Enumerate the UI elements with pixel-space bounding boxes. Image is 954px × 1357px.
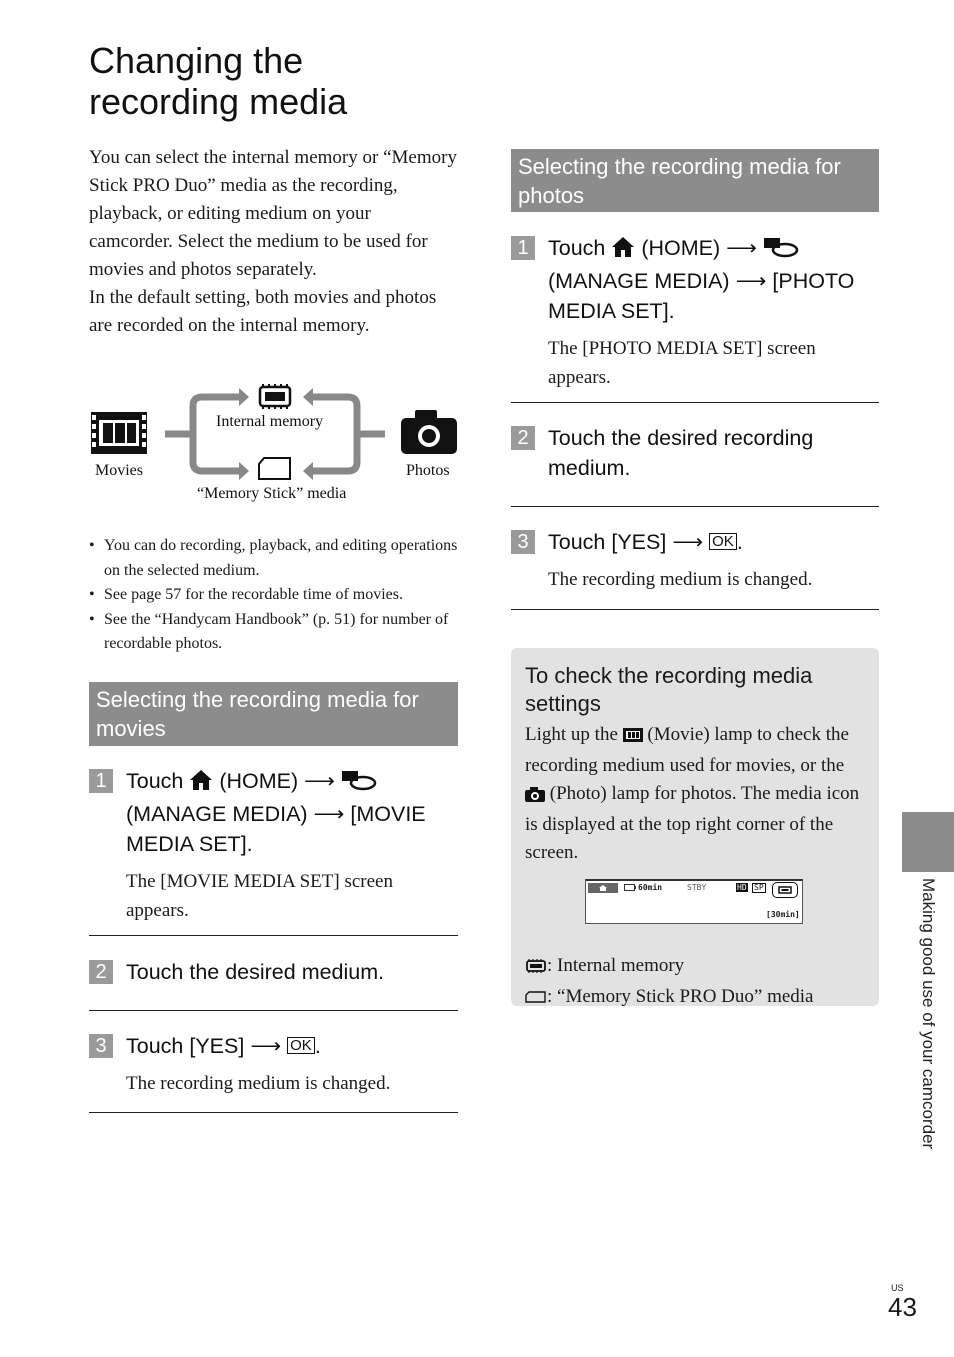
movies-step-2 (89, 957, 458, 987)
step-instruction: Touch the desired recording medium. (548, 426, 814, 480)
ok-button-glyph: OK (287, 1037, 315, 1054)
step-number: 2 (89, 960, 113, 984)
list-item-text: See page 57 for the recordable time of movies. (104, 586, 403, 603)
page-title-line-2: recording media (89, 81, 348, 122)
touch-text: Touch (126, 769, 184, 793)
divider (511, 506, 879, 507)
check-settings-text (525, 721, 865, 867)
intro-paragraph: In the default setting, both movies and photos are recorded on the internal memory. (89, 287, 437, 336)
standby-status: STBY (687, 883, 707, 892)
arrow-right-icon: ⟶ (726, 236, 757, 260)
legend-text: : “Memory Stick PRO Duo” media (547, 986, 814, 1007)
arrow-right-icon: ⟶ (735, 269, 767, 293)
memory-stick-icon (525, 986, 547, 1014)
home-label: (HOME) (219, 769, 299, 793)
step-note: The [MOVIE MEDIA SET] screen appears. (126, 871, 393, 921)
remaining-time: [30min] (766, 910, 800, 919)
legend-internal-memory (525, 952, 865, 983)
film-icon (91, 412, 147, 454)
step-note: The recording medium is changed. (126, 1073, 391, 1094)
divider (89, 1112, 458, 1113)
arrow-head (239, 388, 249, 406)
battery-icon (624, 884, 636, 893)
photos-label: Photos (406, 462, 450, 479)
arrow-right-icon: ⟶ (672, 530, 704, 554)
legend-memory-stick (525, 983, 865, 1014)
media-diagram (89, 382, 461, 507)
photos-step-2 (511, 423, 879, 483)
step-number: 2 (511, 426, 535, 450)
legend-text: : Internal memory (547, 955, 685, 976)
manage-media-label: (MANAGE MEDIA) (126, 802, 308, 826)
internal-memory-label: Internal memory (216, 413, 324, 430)
check-settings-title: To check the recording media settings (525, 663, 813, 716)
photos-step-3 (511, 527, 879, 594)
list-item-text: You can do recording, playback, and editing operations on the selected medium. (104, 537, 458, 579)
step-number: 3 (511, 530, 535, 554)
camera-icon (525, 783, 545, 811)
divider (511, 402, 879, 403)
camera-icon (401, 410, 457, 454)
intro-paragraph: You can select the internal memory or “Memory Stick PRO Duo” media as the recording, playback, or editing medium on your camcorder. Select the medium to be used for movies and photos separately. (89, 147, 457, 280)
target-label: [MOVIE MEDIA SET]. (126, 802, 426, 856)
check-settings-box (511, 648, 879, 1006)
step-note: The recording medium is changed. (548, 569, 813, 590)
step-number: 1 (89, 769, 113, 793)
step-instruction: Touch [YES] ⟶ OK . (548, 530, 743, 554)
touch-yes-text: Touch [YES] (548, 530, 667, 554)
arrow-bracket-right (313, 397, 385, 471)
internal-memory-icon (525, 955, 547, 983)
arrow-right-icon: ⟶ (250, 1034, 282, 1058)
hd-quality-badge: HD (737, 883, 747, 892)
memory-stick-label: “Memory Stick” media (197, 485, 347, 502)
step-instruction: Touch [YES] ⟶ OK . (126, 1034, 321, 1058)
movies-label: Movies (95, 462, 143, 479)
step-instruction (548, 233, 879, 326)
list-item: • See the “Handycam Handbook” (p. 51) for number of recordable photos. (89, 610, 449, 652)
list-item-text: See the “Handycam Handbook” (p. 51) for number of recordable photos. (104, 610, 449, 652)
arrow-head (303, 462, 313, 480)
battery-time: 60min (638, 883, 663, 892)
home-icon (189, 769, 213, 799)
memory-stick-icon (259, 458, 290, 479)
home-icon (588, 883, 618, 893)
body-text: Light up the (525, 724, 618, 745)
movies-section-heading: Selecting the recording media for movies (89, 682, 458, 746)
arrow-head (303, 388, 313, 406)
body-text: (Photo) lamp for photos. The media icon is displayed at the top right corner of the screen. (525, 783, 860, 863)
sp-mode-badge: SP (754, 883, 764, 892)
movies-step-3 (89, 1031, 458, 1098)
page-number: 43 (888, 1292, 917, 1322)
step-number: 3 (89, 1034, 113, 1058)
internal-memory-icon (772, 882, 798, 898)
list-item: • See page 57 for the recordable time of movies. (89, 586, 403, 603)
page-title-line-1: Changing the (89, 40, 304, 81)
divider (89, 935, 458, 936)
manage-media-icon (763, 236, 799, 266)
lcd-screen-example (585, 879, 803, 924)
photos-section-heading: Selecting the recording media for photos (511, 149, 879, 212)
manage-media-icon (341, 769, 377, 799)
step-number: 1 (511, 236, 535, 260)
arrow-head (239, 462, 249, 480)
side-section-label: Making good use of your camcorder (919, 878, 938, 1150)
arrow-bracket-left (165, 397, 239, 471)
page-title (89, 40, 489, 122)
touch-yes-text: Touch [YES] (126, 1034, 245, 1058)
target-label: [PHOTO MEDIA SET]. (548, 269, 855, 323)
home-icon (611, 236, 635, 266)
divider (511, 609, 879, 610)
body-text: (Movie) lamp to check the recording medium used for movies, or the (525, 724, 849, 776)
notes-list (89, 534, 459, 657)
movies-step-1 (89, 766, 458, 925)
section-side-tab (902, 812, 954, 872)
photos-step-1 (511, 233, 879, 392)
manage-media-label: (MANAGE MEDIA) (548, 269, 730, 293)
step-note: The [PHOTO MEDIA SET] screen appears. (548, 338, 816, 388)
film-icon (623, 724, 643, 752)
step-instruction: Touch the desired medium. (126, 960, 385, 984)
ok-button-glyph: OK (709, 533, 737, 550)
arrow-right-icon: ⟶ (304, 769, 335, 793)
arrow-right-icon: ⟶ (313, 802, 345, 826)
internal-memory-icon (260, 384, 290, 409)
step-instruction (126, 766, 458, 859)
page-region-label: US (891, 1283, 904, 1293)
list-item: • You can do recording, playback, and editing operations on the selected medium. (89, 537, 458, 579)
divider (89, 1010, 458, 1011)
intro-text (89, 144, 459, 340)
touch-text: Touch (548, 236, 606, 260)
home-label: (HOME) (641, 236, 721, 260)
